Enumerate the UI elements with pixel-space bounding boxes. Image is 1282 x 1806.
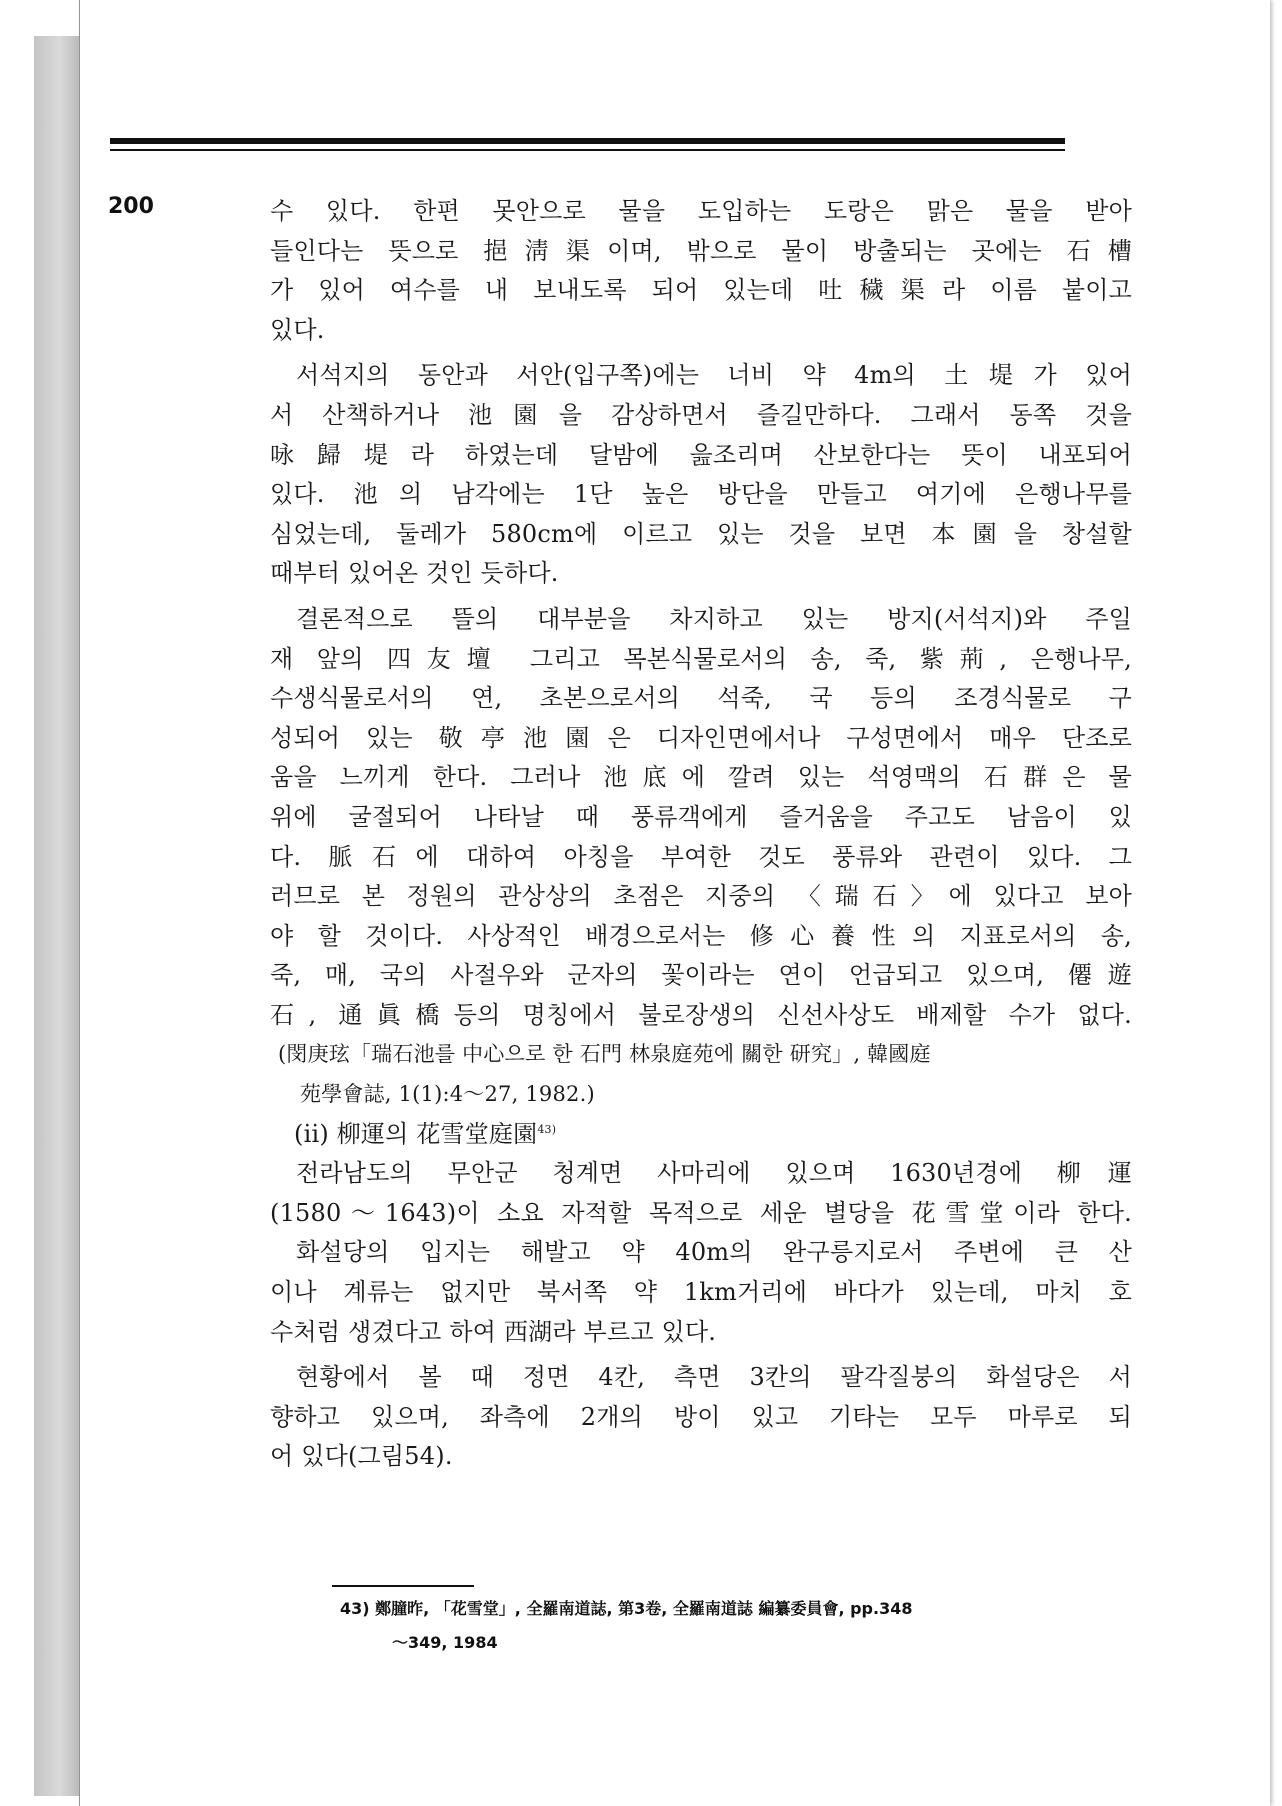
text-line: (1580～1643)이 소요 자적할 목적으로 세운 별당을 花雪堂이라 한다.	[270, 1198, 1132, 1227]
text-line: 가 있어 여수를 내 보내도록 되어 있는데 吐穢渠라 이름 붙이고	[270, 276, 1132, 305]
section-heading	[270, 1115, 1132, 1155]
footnote-rule	[332, 1585, 474, 1587]
footnote-line: ～349, 1984	[392, 1633, 498, 1652]
text-line: 어 있다(그림54).	[270, 1442, 453, 1471]
header-rule-thin	[110, 149, 1065, 151]
text-line: 들인다는 뜻으로 挹淸渠이며, 밖으로 물이 방출되는 곳에는 石槽	[270, 236, 1132, 265]
page-number: 200	[108, 194, 154, 219]
footnote-marker: 43)	[537, 1122, 557, 1136]
text-line: 수 있다. 한편 못안으로 물을 도입하는 도랑은 맑은 물을 받아	[270, 197, 1132, 225]
citation-line: (閔庚玹「瑞石池를 中心으로 한 石門 林泉庭苑에 關한 研究」, 韓國庭	[278, 1042, 931, 1067]
text-line: 수처럼 생겼다고 하여 西湖라 부르고 있다.	[270, 1317, 717, 1346]
text-line: 전라남도의 무안군 청계면 사마리에 있으며 1630년경에 柳運	[296, 1159, 1132, 1188]
header-rule-thick	[110, 138, 1065, 144]
citation-line: 苑學會誌, 1(1):4～27, 1982.)	[300, 1082, 595, 1107]
text-line: 서석지의 동안과 서안(입구쪽)에는 너비 약 4m의 土堤가 있어	[296, 361, 1132, 390]
footnote	[340, 1592, 1140, 1660]
text-line: 때부터 있어온 것인 듯하다.	[270, 559, 559, 588]
text-line: 石, 通眞橋등의 명칭에서 불로장생의 신선사상도 배제할 수가 없다.	[270, 1000, 1132, 1029]
section-heading-text: (ii) 柳運의 花雪堂庭園	[294, 1119, 538, 1148]
text-line: 있다.	[270, 315, 325, 344]
text-line: 심었는데, 둘레가 580cm에 이르고 있는 것을 보면 本園을 창설할	[270, 519, 1132, 548]
text-line: 있다. 池의 남각에는 1단 높은 방단을 만들고 여기에 은행나무를	[270, 480, 1132, 509]
book-spine-edge	[34, 36, 86, 1796]
text-line: 향하고 있으며, 좌측에 2개의 방이 있고 기타는 모두 마루로 되	[270, 1402, 1132, 1431]
text-line: 화설당의 입지는 해발고 약 40m의 완구릉지로서 주변에 큰 산	[296, 1238, 1132, 1267]
text-line: 러므로 본 정원의 관상상의 초점은 지중의 〈瑞石〉에 있다고 보아	[270, 882, 1132, 911]
text-line: 현황에서 볼 때 정면 4칸, 측면 3칸의 팔각질붕의 화설당은 서	[296, 1363, 1132, 1392]
text-line: 야 할 것이다. 사상적인 배경으로서는 修心養性의 지표로서의 송,	[270, 921, 1132, 950]
footnote-line: 43) 鄭朣昨, 「花雪堂」, 全羅南道誌, 第3卷, 全羅南道誌 編纂委員會, pp.348	[340, 1599, 913, 1618]
text-line: 이나 계류는 없지만 북서쪽 약 1km거리에 바다가 있는데, 마치 호	[270, 1278, 1132, 1307]
text-line: 서 산책하거나 池園을 감상하면서 즐길만하다. 그래서 동쪽 것을	[270, 400, 1132, 429]
text-line: 죽, 매, 국의 사절우와 군자의 꽃이라는 연이 언급되고 있으며, 僊遊	[270, 961, 1132, 990]
text-line: 수생식물로서의 연, 초본으로서의 석죽, 국 등의 조경식물로 구	[270, 684, 1132, 713]
text-line: 움을 느끼게 한다. 그러나 池底에 깔려 있는 석영맥의 石群은 물	[270, 763, 1132, 792]
text-line: 咏歸堤라 하였는데 달밤에 읊조리며 산보한다는 뜻이 내포되어	[270, 440, 1132, 469]
body-text	[270, 192, 1132, 1477]
text-line: 다. 脈石에 대하여 아칭을 부여한 것도 풍류와 관련이 있다. 그	[270, 842, 1132, 871]
text-line: 위에 굴절되어 나타날 때 풍류객에게 즐거움을 주고도 남음이 있	[270, 802, 1132, 831]
text-line: 재 앞의 四友壇 그리고 목본식물로서의 송, 죽, 紫荊, 은행나무,	[270, 644, 1132, 673]
citation	[270, 1035, 1132, 1114]
text-line: 결론적으로 뜰의 대부분을 차지하고 있는 방지(서석지)와 주일	[296, 604, 1132, 633]
text-line: 성되어 있는 敬亭池園은 디자인면에서나 구성면에서 매우 단조로	[270, 723, 1132, 752]
